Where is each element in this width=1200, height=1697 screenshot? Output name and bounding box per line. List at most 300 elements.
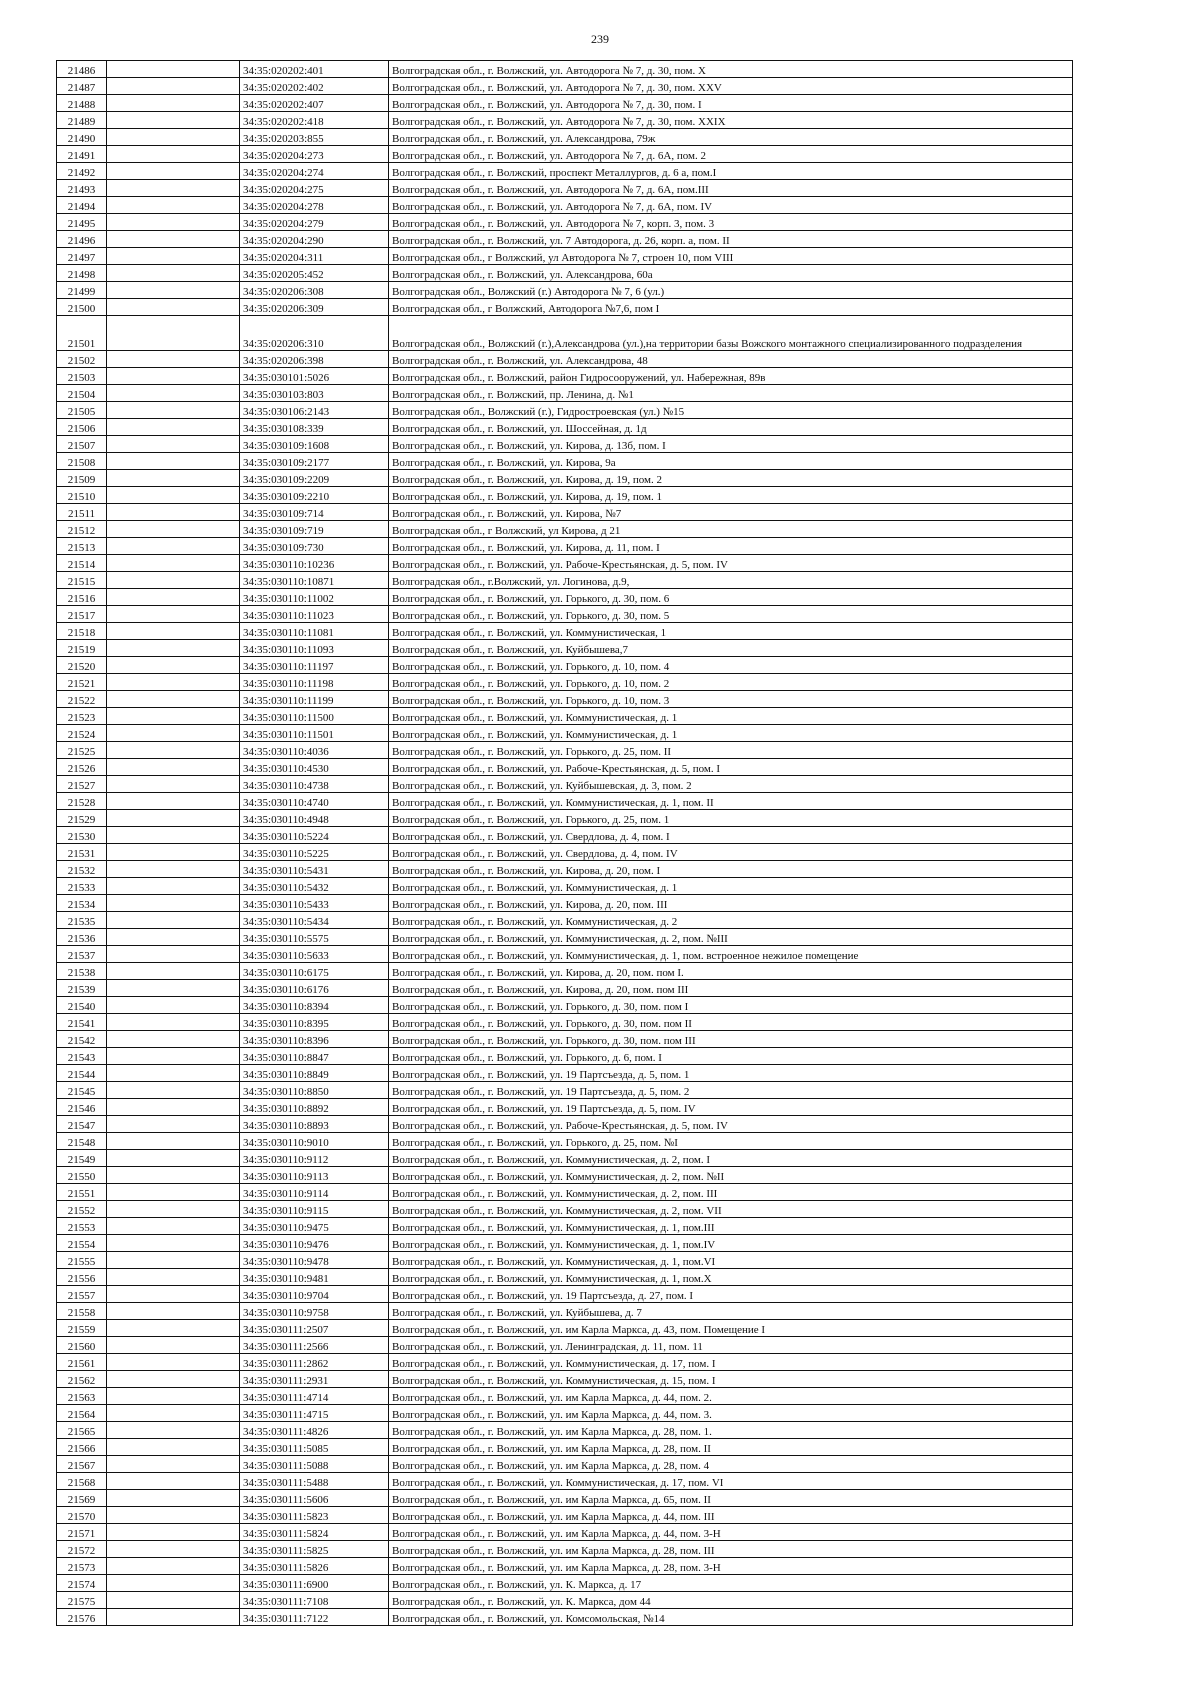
row-number: 21543	[57, 1048, 107, 1065]
owner-cell	[107, 1303, 240, 1320]
cadastral-number: 34:35:020202:407	[240, 95, 389, 112]
registry-table-body	[57, 61, 1073, 1626]
address: Волгоградская обл., г. Волжский, ул. Кирова, д. 19, пом. 1	[389, 487, 1073, 504]
row-number: 21569	[57, 1490, 107, 1507]
address: Волгоградская обл., г. Волжский, ул. Шоссейная, д. 1д	[389, 419, 1073, 436]
address: Волгоградская обл., г. Волжский, ул. 19 Партсъезда, д. 5, пом. 2	[389, 1082, 1073, 1099]
address: Волгоградская обл., г. Волжский, ул. Александрова, 48	[389, 351, 1073, 368]
row-number: 21499	[57, 282, 107, 299]
owner-cell	[107, 95, 240, 112]
table-row	[57, 316, 1073, 351]
address: Волгоградская обл., г. Волжский, ул. им Карла Маркса, д. 44, пом. 3-Н	[389, 1524, 1073, 1541]
table-row	[57, 282, 1073, 299]
cadastral-number: 34:35:030111:5823	[240, 1507, 389, 1524]
cadastral-number: 34:35:030110:5432	[240, 878, 389, 895]
table-row	[57, 555, 1073, 572]
cadastral-number: 34:35:030110:11198	[240, 674, 389, 691]
owner-cell	[107, 146, 240, 163]
address: Волгоградская обл., г. Волжский, ул. им Карла Маркса, д. 28, пом. III	[389, 1541, 1073, 1558]
address: Волгоградская обл., г. Волжский, ул. Коммунистическая, д. 1, пом.III	[389, 1218, 1073, 1235]
row-number: 21530	[57, 827, 107, 844]
owner-cell	[107, 112, 240, 129]
cadastral-number: 34:35:030110:5575	[240, 929, 389, 946]
address: Волгоградская обл., Волжский (г.) Автодорога № 7, 6 (ул.)	[389, 282, 1073, 299]
address: Волгоградская обл., г. Волжский, ул. Комсомольская, №14	[389, 1609, 1073, 1626]
owner-cell	[107, 725, 240, 742]
address: Волгоградская обл., г. Волжский, ул. Горького, д. 6, пом. I	[389, 1048, 1073, 1065]
address: Волгоградская обл., г. Волжский, ул. Горького, д. 10, пом. 4	[389, 657, 1073, 674]
table-row	[57, 589, 1073, 606]
cadastral-number: 34:35:030110:11197	[240, 657, 389, 674]
cadastral-number: 34:35:030110:11500	[240, 708, 389, 725]
address: Волгоградская обл., г. Волжский, ул. Коммунистическая, д. 2	[389, 912, 1073, 929]
cadastral-number: 34:35:030110:9113	[240, 1167, 389, 1184]
table-row	[57, 742, 1073, 759]
cadastral-number: 34:35:030110:9478	[240, 1252, 389, 1269]
table-row	[57, 1439, 1073, 1456]
table-row	[57, 470, 1073, 487]
cadastral-number: 34:35:030110:5434	[240, 912, 389, 929]
address: Волгоградская обл., г. Волжский, ул. Горького, д. 30, пом. пом II	[389, 1014, 1073, 1031]
table-row	[57, 1507, 1073, 1524]
cadastral-number: 34:35:030110:4738	[240, 776, 389, 793]
cadastral-number: 34:35:030111:7122	[240, 1609, 389, 1626]
owner-cell	[107, 368, 240, 385]
table-row	[57, 912, 1073, 929]
table-row	[57, 214, 1073, 231]
row-number: 21552	[57, 1201, 107, 1218]
owner-cell	[107, 197, 240, 214]
row-number: 21542	[57, 1031, 107, 1048]
address: Волгоградская обл., г. Волжский, ул. К. Маркса, д. 17	[389, 1575, 1073, 1592]
row-number: 21557	[57, 1286, 107, 1303]
address: Волгоградская обл., г. Волжский, ул. Ленинградская, д. 11, пом. 11	[389, 1337, 1073, 1354]
address: Волгоградская обл., г. Волжский, ул. Коммунистическая, д. 1, пом.X	[389, 1269, 1073, 1286]
owner-cell	[107, 1371, 240, 1388]
table-row	[57, 878, 1073, 895]
row-number: 21553	[57, 1218, 107, 1235]
address: Волгоградская обл., г. Волжский, ул. Коммунистическая, д. 1, пом. встроенное нежилое помещение	[389, 946, 1073, 963]
row-number: 21516	[57, 589, 107, 606]
cadastral-number: 34:35:030106:2143	[240, 402, 389, 419]
table-row	[57, 112, 1073, 129]
row-number: 21576	[57, 1609, 107, 1626]
row-number: 21524	[57, 725, 107, 742]
cadastral-number: 34:35:030110:8893	[240, 1116, 389, 1133]
address: Волгоградская обл., Волжский (г.),Александрова (ул.),на территории базы Вожского монтажного специализированного подразделения	[389, 316, 1073, 351]
address: Волгоградская обл., г. Волжский, ул. им Карла Маркса, д. 28, пом. 1.	[389, 1422, 1073, 1439]
owner-cell	[107, 538, 240, 555]
row-number: 21502	[57, 351, 107, 368]
owner-cell	[107, 1354, 240, 1371]
owner-cell	[107, 1048, 240, 1065]
row-number: 21560	[57, 1337, 107, 1354]
cadastral-number: 34:35:030110:9475	[240, 1218, 389, 1235]
address: Волгоградская обл., г. Волжский, район Гидросооружений, ул. Набережная, 89в	[389, 368, 1073, 385]
address: Волгоградская обл., г. Волжский, ул. Коммунистическая, д. 1	[389, 725, 1073, 742]
row-number: 21529	[57, 810, 107, 827]
row-number: 21534	[57, 895, 107, 912]
table-row	[57, 180, 1073, 197]
owner-cell	[107, 810, 240, 827]
address: Волгоградская обл., г Волжский, Автодорога №7,6, пом I	[389, 299, 1073, 316]
row-number: 21575	[57, 1592, 107, 1609]
table-row	[57, 436, 1073, 453]
row-number: 21570	[57, 1507, 107, 1524]
owner-cell	[107, 1524, 240, 1541]
owner-cell	[107, 929, 240, 946]
owner-cell	[107, 1252, 240, 1269]
table-row	[57, 129, 1073, 146]
cadastral-number: 34:35:020204:278	[240, 197, 389, 214]
table-row	[57, 1609, 1073, 1626]
row-number: 21508	[57, 453, 107, 470]
cadastral-number: 34:35:030110:11081	[240, 623, 389, 640]
owner-cell	[107, 1507, 240, 1524]
row-number: 21487	[57, 78, 107, 95]
owner-cell	[107, 61, 240, 78]
owner-cell	[107, 1575, 240, 1592]
cadastral-number: 34:35:030110:5431	[240, 861, 389, 878]
cadastral-number: 34:35:030109:719	[240, 521, 389, 538]
owner-cell	[107, 316, 240, 351]
table-row	[57, 657, 1073, 674]
page-number: 239	[591, 32, 609, 46]
row-number: 21520	[57, 657, 107, 674]
cadastral-number: 34:35:020206:309	[240, 299, 389, 316]
owner-cell	[107, 78, 240, 95]
row-number: 21492	[57, 163, 107, 180]
address: Волгоградская обл., г. Волжский, ул. Коммунистическая, д. 2, пом. VII	[389, 1201, 1073, 1218]
address: Волгоградская обл., г. Волжский, ул. Куйбышева, д. 7	[389, 1303, 1073, 1320]
owner-cell	[107, 1337, 240, 1354]
row-number: 21506	[57, 419, 107, 436]
cadastral-number: 34:35:030111:4715	[240, 1405, 389, 1422]
cadastral-number: 34:35:030110:4948	[240, 810, 389, 827]
row-number: 21501	[57, 316, 107, 351]
address: Волгоградская обл., г. Волжский, ул. Коммунистическая, д. 2, пом. I	[389, 1150, 1073, 1167]
row-number: 21509	[57, 470, 107, 487]
owner-cell	[107, 265, 240, 282]
row-number: 21564	[57, 1405, 107, 1422]
owner-cell	[107, 231, 240, 248]
row-number: 21567	[57, 1456, 107, 1473]
row-number: 21504	[57, 385, 107, 402]
row-number: 21561	[57, 1354, 107, 1371]
table-row	[57, 538, 1073, 555]
cadastral-number: 34:35:030110:5224	[240, 827, 389, 844]
row-number: 21488	[57, 95, 107, 112]
row-number: 21527	[57, 776, 107, 793]
address: Волгоградская обл., Волжский (г.), Гидростроевская (ул.) №15	[389, 402, 1073, 419]
row-number: 21539	[57, 980, 107, 997]
owner-cell	[107, 1286, 240, 1303]
row-number: 21540	[57, 997, 107, 1014]
table-row	[57, 265, 1073, 282]
cadastral-number: 34:35:030111:2566	[240, 1337, 389, 1354]
address: Волгоградская обл., г. Волжский, ул. Горького, д. 30, пом. 6	[389, 589, 1073, 606]
address: Волгоградская обл., г. Волжский, ул. Куйбышевская, д. 3, пом. 2	[389, 776, 1073, 793]
table-row	[57, 929, 1073, 946]
row-number: 21535	[57, 912, 107, 929]
table-row	[57, 1575, 1073, 1592]
address: Волгоградская обл., г. Волжский, ул. Горького, д. 30, пом. пом I	[389, 997, 1073, 1014]
address: Волгоградская обл., г Волжский, ул Автодорога № 7, строен 10, пом VIII	[389, 248, 1073, 265]
table-row	[57, 844, 1073, 861]
address: Волгоградская обл., г. Волжский, ул. Автодорога № 7, д. 6А, пом. IV	[389, 197, 1073, 214]
address: Волгоградская обл., г. Волжский, ул. им Карла Маркса, д. 28, пом. 4	[389, 1456, 1073, 1473]
owner-cell	[107, 1490, 240, 1507]
row-number: 21536	[57, 929, 107, 946]
row-number: 21566	[57, 1439, 107, 1456]
table-row	[57, 1490, 1073, 1507]
row-number: 21525	[57, 742, 107, 759]
cadastral-number: 34:35:020204:290	[240, 231, 389, 248]
address: Волгоградская обл., г. Волжский, ул. 19 Партсъезда, д. 5, пом. IV	[389, 1099, 1073, 1116]
property-registry-table	[56, 60, 1073, 1626]
cadastral-number: 34:35:030111:2862	[240, 1354, 389, 1371]
table-row	[57, 1048, 1073, 1065]
cadastral-number: 34:35:030111:2507	[240, 1320, 389, 1337]
table-row	[57, 1524, 1073, 1541]
owner-cell	[107, 1541, 240, 1558]
address: Волгоградская обл., г. Волжский, ул. Коммунистическая, д. 1, пом.IV	[389, 1235, 1073, 1252]
cadastral-number: 34:35:030110:9476	[240, 1235, 389, 1252]
row-number: 21493	[57, 180, 107, 197]
address: Волгоградская обл., г. Волжский, ул. им Карла Маркса, д. 28, пом. 3-Н	[389, 1558, 1073, 1575]
table-row	[57, 1133, 1073, 1150]
table-row	[57, 1065, 1073, 1082]
address: Волгоградская обл., г. Волжский, ул. Кирова, д. 13б, пом. I	[389, 436, 1073, 453]
row-number: 21573	[57, 1558, 107, 1575]
cadastral-number: 34:35:030110:9481	[240, 1269, 389, 1286]
row-number: 21559	[57, 1320, 107, 1337]
address: Волгоградская обл., г. Волжский, ул. Коммунистическая, д. 1	[389, 708, 1073, 725]
table-row	[57, 725, 1073, 742]
table-row	[57, 1456, 1073, 1473]
address: Волгоградская обл., г. Волжский, ул. им Карла Маркса, д. 28, пом. II	[389, 1439, 1073, 1456]
table-row	[57, 61, 1073, 78]
owner-cell	[107, 1065, 240, 1082]
cadastral-number: 34:35:030110:8850	[240, 1082, 389, 1099]
table-row	[57, 708, 1073, 725]
cadastral-number: 34:35:030111:5825	[240, 1541, 389, 1558]
owner-cell	[107, 946, 240, 963]
cadastral-number: 34:35:030110:4036	[240, 742, 389, 759]
owner-cell	[107, 742, 240, 759]
owner-cell	[107, 436, 240, 453]
owner-cell	[107, 1235, 240, 1252]
address: Волгоградская обл., г. Волжский, ул. Горького, д. 10, пом. 3	[389, 691, 1073, 708]
row-number: 21511	[57, 504, 107, 521]
cadastral-number: 34:35:030111:5826	[240, 1558, 389, 1575]
cadastral-number: 34:35:030109:2210	[240, 487, 389, 504]
row-number: 21537	[57, 946, 107, 963]
row-number: 21489	[57, 112, 107, 129]
owner-cell	[107, 793, 240, 810]
table-row	[57, 453, 1073, 470]
table-row	[57, 1422, 1073, 1439]
cadastral-number: 34:35:030110:8395	[240, 1014, 389, 1031]
table-row	[57, 640, 1073, 657]
cadastral-number: 34:35:020204:273	[240, 146, 389, 163]
cadastral-number: 34:35:030111:5088	[240, 1456, 389, 1473]
row-number: 21503	[57, 368, 107, 385]
owner-cell	[107, 129, 240, 146]
row-number: 21568	[57, 1473, 107, 1490]
table-row	[57, 793, 1073, 810]
cadastral-number: 34:35:020202:402	[240, 78, 389, 95]
owner-cell	[107, 299, 240, 316]
owner-cell	[107, 708, 240, 725]
owner-cell	[107, 606, 240, 623]
row-number: 21563	[57, 1388, 107, 1405]
table-row	[57, 623, 1073, 640]
owner-cell	[107, 589, 240, 606]
table-row	[57, 963, 1073, 980]
owner-cell	[107, 180, 240, 197]
address: Волгоградская обл., г. Волжский, ул. Кирова, д. 20, пом. III	[389, 895, 1073, 912]
table-row	[57, 1218, 1073, 1235]
cadastral-number: 34:35:030111:7108	[240, 1592, 389, 1609]
row-number: 21514	[57, 555, 107, 572]
address: Волгоградская обл., г. Волжский, пр. Ленина, д. №1	[389, 385, 1073, 402]
table-row	[57, 402, 1073, 419]
address: Волгоградская обл., г.Волжский, ул. Логинова, д.9,	[389, 572, 1073, 589]
owner-cell	[107, 1405, 240, 1422]
cadastral-number: 34:35:030111:5085	[240, 1439, 389, 1456]
table-row	[57, 351, 1073, 368]
row-number: 21515	[57, 572, 107, 589]
address: Волгоградская обл., г. Волжский, ул. Кирова, 9а	[389, 453, 1073, 470]
owner-cell	[107, 980, 240, 997]
address: Волгоградская обл., г. Волжский, ул. К. Маркса, дом 44	[389, 1592, 1073, 1609]
address: Волгоградская обл., г. Волжский, ул. им Карла Маркса, д. 44, пом. III	[389, 1507, 1073, 1524]
row-number: 21494	[57, 197, 107, 214]
row-number: 21496	[57, 231, 107, 248]
cadastral-number: 34:35:030101:5026	[240, 368, 389, 385]
row-number: 21538	[57, 963, 107, 980]
owner-cell	[107, 1456, 240, 1473]
owner-cell	[107, 282, 240, 299]
cadastral-number: 34:35:020204:274	[240, 163, 389, 180]
row-number: 21558	[57, 1303, 107, 1320]
table-row	[57, 1235, 1073, 1252]
cadastral-number: 34:35:030109:1608	[240, 436, 389, 453]
cadastral-number: 34:35:030108:339	[240, 419, 389, 436]
address: Волгоградская обл., г. Волжский, ул. Горького, д. 25, пом. №I	[389, 1133, 1073, 1150]
table-row	[57, 1371, 1073, 1388]
row-number: 21521	[57, 674, 107, 691]
owner-cell	[107, 248, 240, 265]
row-number: 21507	[57, 436, 107, 453]
address: Волгоградская обл., г. Волжский, ул. Коммунистическая, д. 17, пом. VI	[389, 1473, 1073, 1490]
address: Волгоградская обл., г. Волжский, ул. Коммунистическая, д. 1, пом.VI	[389, 1252, 1073, 1269]
cadastral-number: 34:35:020205:452	[240, 265, 389, 282]
row-number: 21556	[57, 1269, 107, 1286]
address: Волгоградская обл., г. Волжский, ул. Коммунистическая, д. 2, пом. №III	[389, 929, 1073, 946]
row-number: 21517	[57, 606, 107, 623]
row-number: 21526	[57, 759, 107, 776]
owner-cell	[107, 419, 240, 436]
cadastral-number: 34:35:030110:5433	[240, 895, 389, 912]
address: Волгоградская обл., г. Волжский, ул. Автодорога № 7, д. 30, пом. XXV	[389, 78, 1073, 95]
address: Волгоградская обл., г. Волжский, ул. им Карла Маркса, д. 44, пом. 2.	[389, 1388, 1073, 1405]
address: Волгоградская обл., г. Волжский, ул. Рабоче-Крестьянская, д. 5, пом. IV	[389, 1116, 1073, 1133]
cadastral-number: 34:35:030110:6175	[240, 963, 389, 980]
row-number: 21531	[57, 844, 107, 861]
row-number: 21510	[57, 487, 107, 504]
cadastral-number: 34:35:020206:398	[240, 351, 389, 368]
cadastral-number: 34:35:020204:275	[240, 180, 389, 197]
owner-cell	[107, 572, 240, 589]
owner-cell	[107, 555, 240, 572]
address: Волгоградская обл., г. Волжский, ул. Коммунистическая, д. 17, пом. I	[389, 1354, 1073, 1371]
row-number: 21555	[57, 1252, 107, 1269]
owner-cell	[107, 1184, 240, 1201]
table-row	[57, 1473, 1073, 1490]
address: Волгоградская обл., г. Волжский, ул. Автодорога № 7, д. 6А, пом.III	[389, 180, 1073, 197]
table-row	[57, 572, 1073, 589]
address: Волгоградская обл., г. Волжский, ул. им Карла Маркса, д. 43, пом. Помещение I	[389, 1320, 1073, 1337]
owner-cell	[107, 504, 240, 521]
cadastral-number: 34:35:020206:308	[240, 282, 389, 299]
address: Волгоградская обл., г. Волжский, ул. Кирова, д. 11, пом. I	[389, 538, 1073, 555]
address: Волгоградская обл., г. Волжский, ул. Горького, д. 30, пом. 5	[389, 606, 1073, 623]
row-number: 21546	[57, 1099, 107, 1116]
owner-cell	[107, 895, 240, 912]
row-number: 21523	[57, 708, 107, 725]
cadastral-number: 34:35:030109:2177	[240, 453, 389, 470]
address: Волгоградская обл., г. Волжский, ул. Горького, д. 10, пом. 2	[389, 674, 1073, 691]
row-number: 21550	[57, 1167, 107, 1184]
table-row	[57, 299, 1073, 316]
cadastral-number: 34:35:030109:730	[240, 538, 389, 555]
table-row	[57, 1592, 1073, 1609]
cadastral-number: 34:35:030110:9114	[240, 1184, 389, 1201]
row-number: 21545	[57, 1082, 107, 1099]
cadastral-number: 34:35:030110:6176	[240, 980, 389, 997]
address: Волгоградская обл., г. Волжский, ул. Кирова, д. 19, пом. 2	[389, 470, 1073, 487]
address: Волгоградская обл., г. Волжский, ул. Куйбышева,7	[389, 640, 1073, 657]
row-number: 21497	[57, 248, 107, 265]
row-number: 21551	[57, 1184, 107, 1201]
address: Волгоградская обл., г. Волжский, ул. Рабоче-Крестьянская, д. 5, пом. I	[389, 759, 1073, 776]
table-row	[57, 1541, 1073, 1558]
table-row	[57, 776, 1073, 793]
table-row	[57, 248, 1073, 265]
owner-cell	[107, 351, 240, 368]
address: Волгоградская обл., г. Волжский, ул. Горького, д. 25, пом. 1	[389, 810, 1073, 827]
cadastral-number: 34:35:030110:11093	[240, 640, 389, 657]
table-row	[57, 1031, 1073, 1048]
owner-cell	[107, 657, 240, 674]
address: Волгоградская обл., г. Волжский, ул. Автодорога № 7, д. 30, пом. XXIX	[389, 112, 1073, 129]
owner-cell	[107, 1422, 240, 1439]
cadastral-number: 34:35:030111:5824	[240, 1524, 389, 1541]
table-row	[57, 1405, 1073, 1422]
table-row	[57, 163, 1073, 180]
table-row	[57, 674, 1073, 691]
owner-cell	[107, 1592, 240, 1609]
cadastral-number: 34:35:030110:9115	[240, 1201, 389, 1218]
cadastral-number: 34:35:030110:11002	[240, 589, 389, 606]
owner-cell	[107, 640, 240, 657]
table-row	[57, 980, 1073, 997]
cadastral-number: 34:35:030110:9758	[240, 1303, 389, 1320]
cadastral-number: 34:35:030110:8892	[240, 1099, 389, 1116]
address: Волгоградская обл., г. Волжский, ул. Автодорога № 7, корп. 3, пом. 3	[389, 214, 1073, 231]
